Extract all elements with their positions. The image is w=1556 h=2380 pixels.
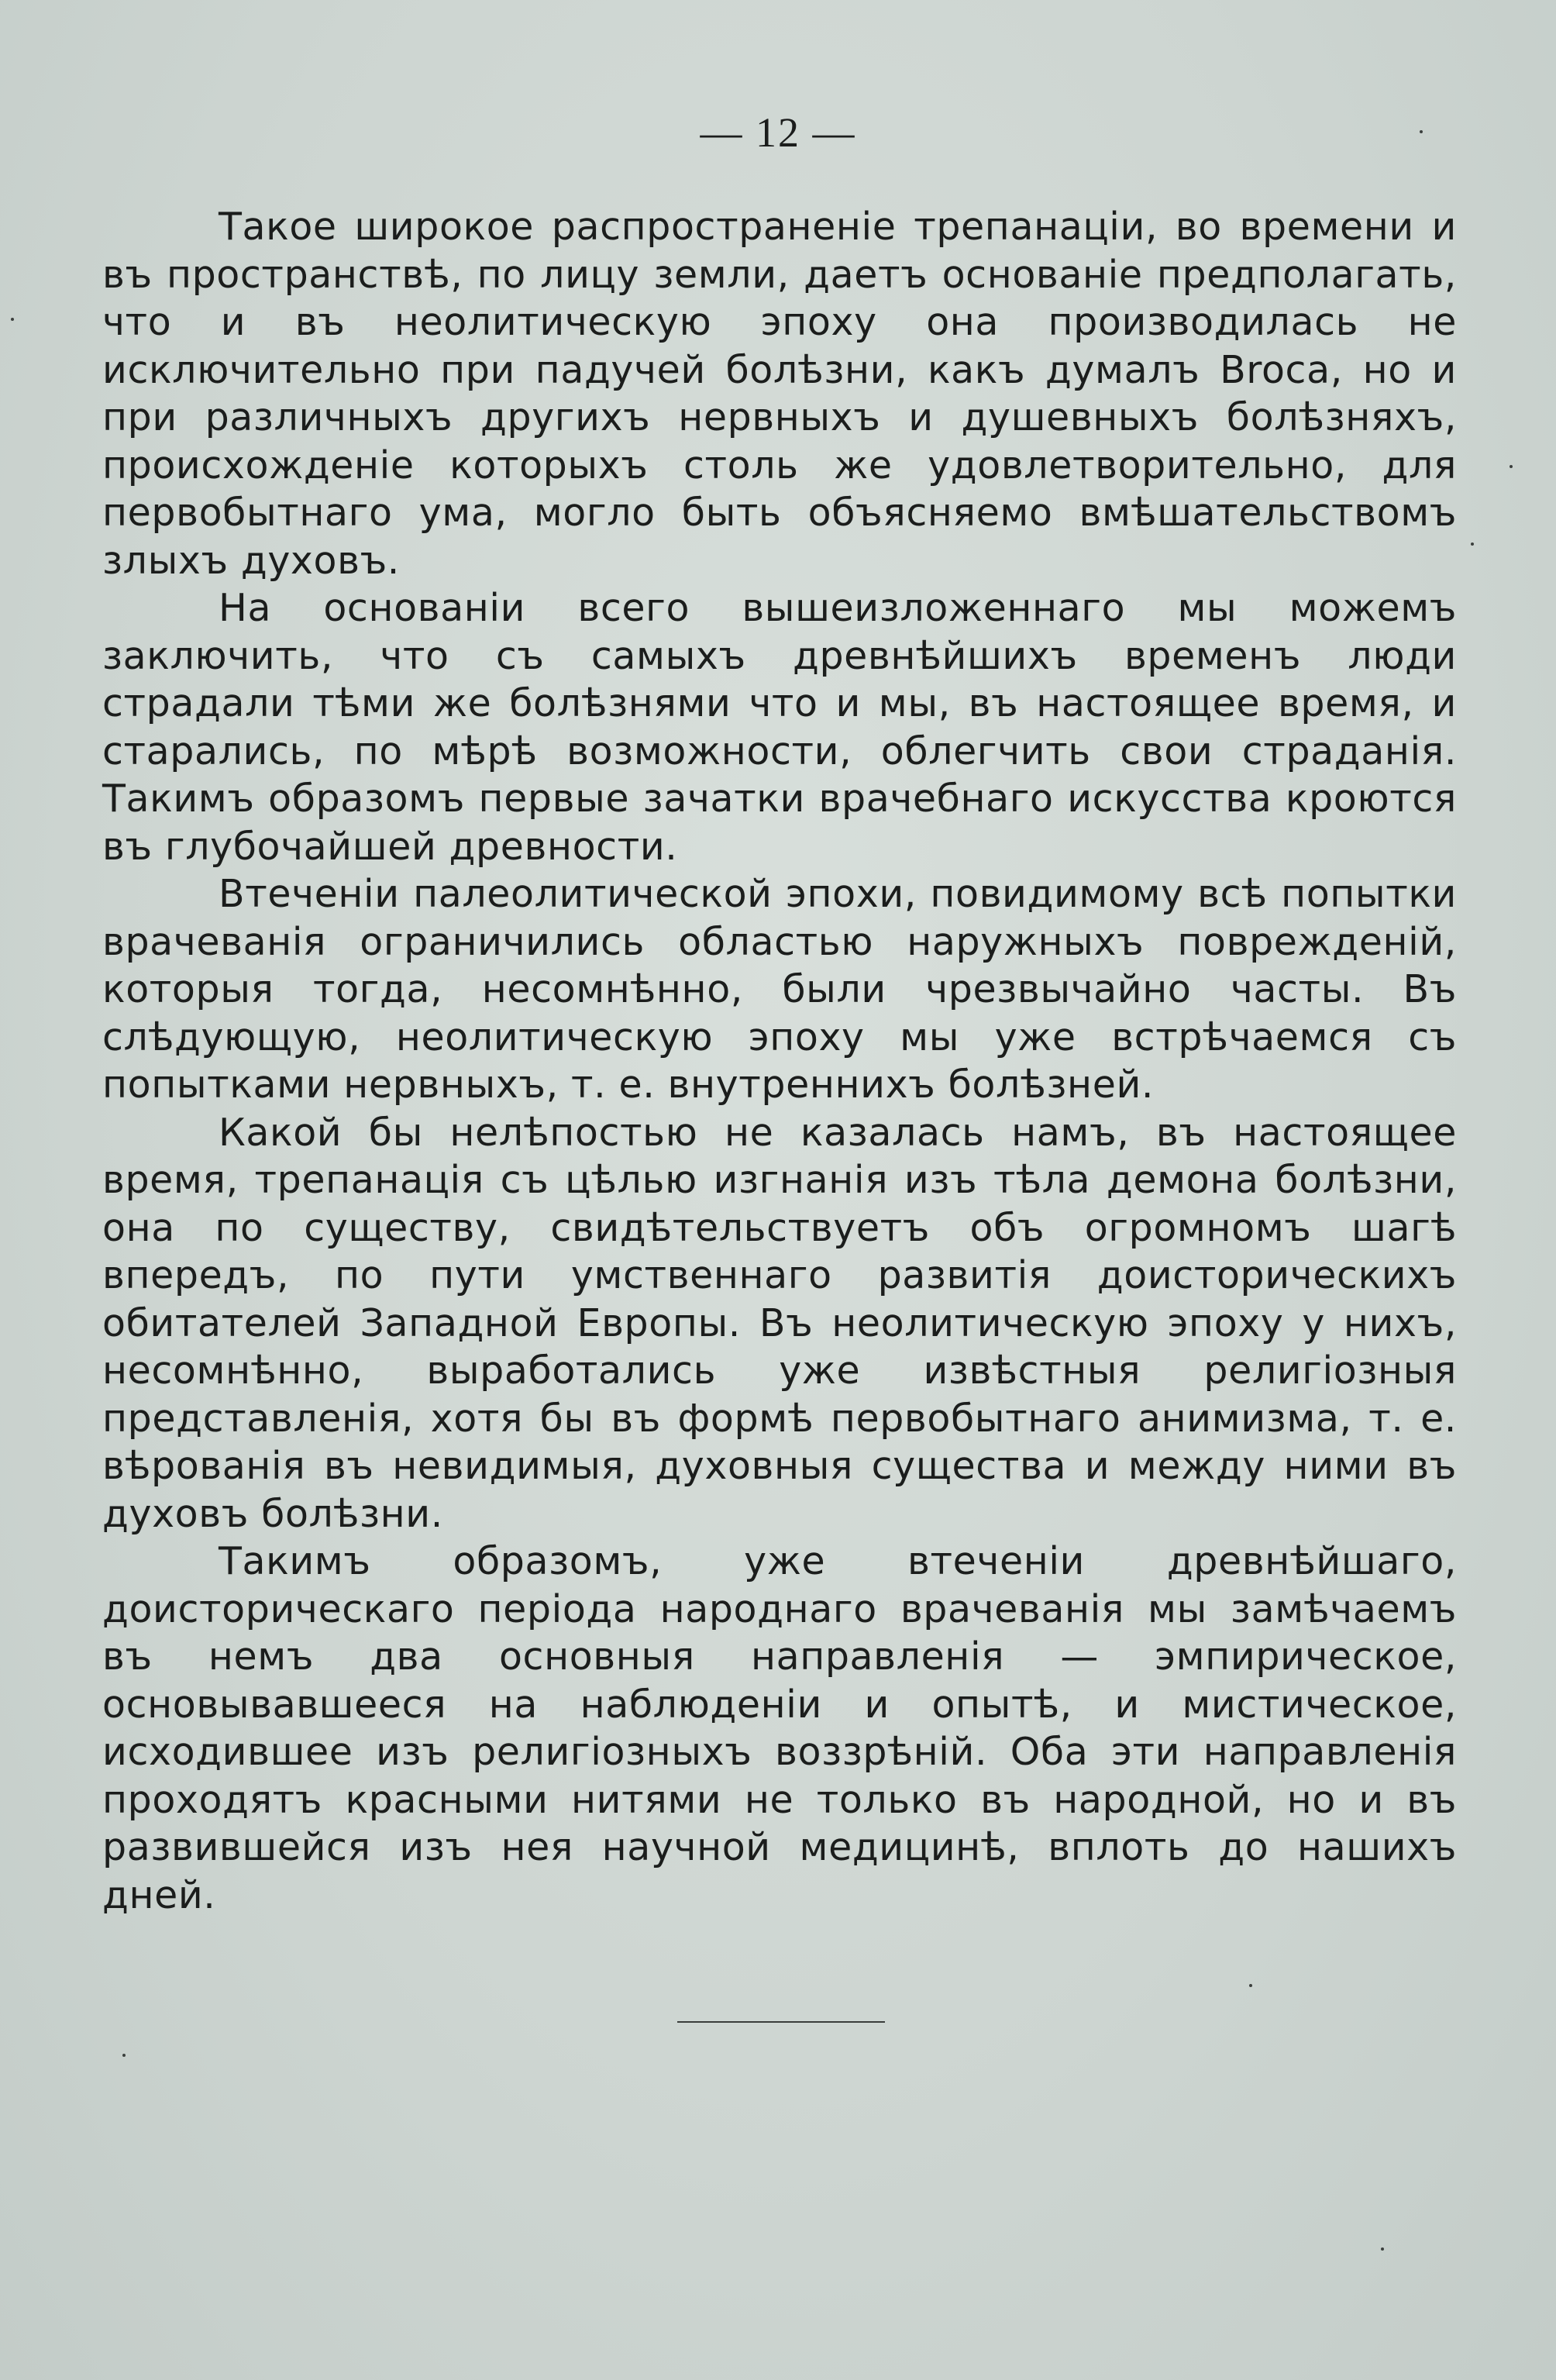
end-divider-rule — [677, 2021, 885, 2023]
body-text — [102, 203, 1457, 1919]
paragraph-5: Такимъ образомъ, уже втеченiи древнѣйшаго, доисторическаго перiода народнаго врачеванiя мы замѣчаемъ въ немъ два основныя направленiя — эмпирическое, основывавшееся на наблюденiи и опытѣ, и мистическое, исходившее изъ религiозныхъ воззрѣнiй. Оба эти направленiя проходятъ красными нитями не только въ народной, но и въ развившейся изъ нея научной медицинѣ, вплоть до нашихъ дней. — [102, 1539, 1457, 1917]
paragraph-4: Какой бы нелѣпостью не казалась намъ, въ настоящее время, трепанацiя съ цѣлью изгнанiя изъ тѣла демона болѣзни, она по существу, свидѣтельствуетъ объ огромномъ шагѣ впередъ, по пути умственнаго развитiя доисторическихъ обитателей Западной Европы. Въ неолитическую эпоху у нихъ, несомнѣнно, выработались уже извѣстныя религiозныя представленiя, хотя бы въ формѣ первобытнаго анимизма, т. е. вѣрованiя въ невидимыя, духовныя существа и между ними въ духовъ болѣзни. — [102, 1110, 1457, 1536]
paragraph-3: Втеченiи палеолитической эпохи, повидимому всѣ попытки врачеванiя ограничились областью наружныхъ поврежденiй, которыя тогда, несомнѣнно, были чрезвычайно часты. Въ слѣдующую, неолитическую эпоху мы уже встрѣчаемся съ попытками нервныхъ, т. е. внутреннихъ болѣзней. — [102, 872, 1457, 1107]
paper-speck — [1510, 465, 1513, 468]
paper-speck — [11, 318, 14, 321]
paragraph-2: На основанiи всего вышеизложеннаго мы можемъ заключить, что съ самыхъ древнѣйшихъ временъ люди страдали тѣми же болѣзнями что и мы, въ настоящее время, и старались, по мѣрѣ возможности, облегчить свои страданiя. Такимъ образомъ первые зачатки врачебнаго искусства кроются въ глубочайшей древности. — [102, 586, 1457, 869]
paragraph-1: Такое широкое распространенiе трепанацiи, во времени и въ пространствѣ, по лицу земли, даетъ основанiе предполагать, что и въ неолитическую эпоху она производилась не исключительно при падучей болѣзни, какъ думалъ Broca, но и при различныхъ другихъ нервныхъ и душевныхъ болѣзняхъ, происхожденiе которыхъ столь же удовлетворительно, для первобытнаго ума, могло быть объясняемо вмѣшательствомъ злыхъ духовъ. — [102, 205, 1457, 583]
paper-speck — [1249, 1984, 1252, 1987]
paper-speck — [1420, 130, 1423, 133]
paper-speck — [122, 2054, 126, 2057]
paper-speck — [1381, 2247, 1384, 2251]
page-number: — 12 — — [700, 109, 856, 156]
paper-speck — [1471, 542, 1474, 546]
